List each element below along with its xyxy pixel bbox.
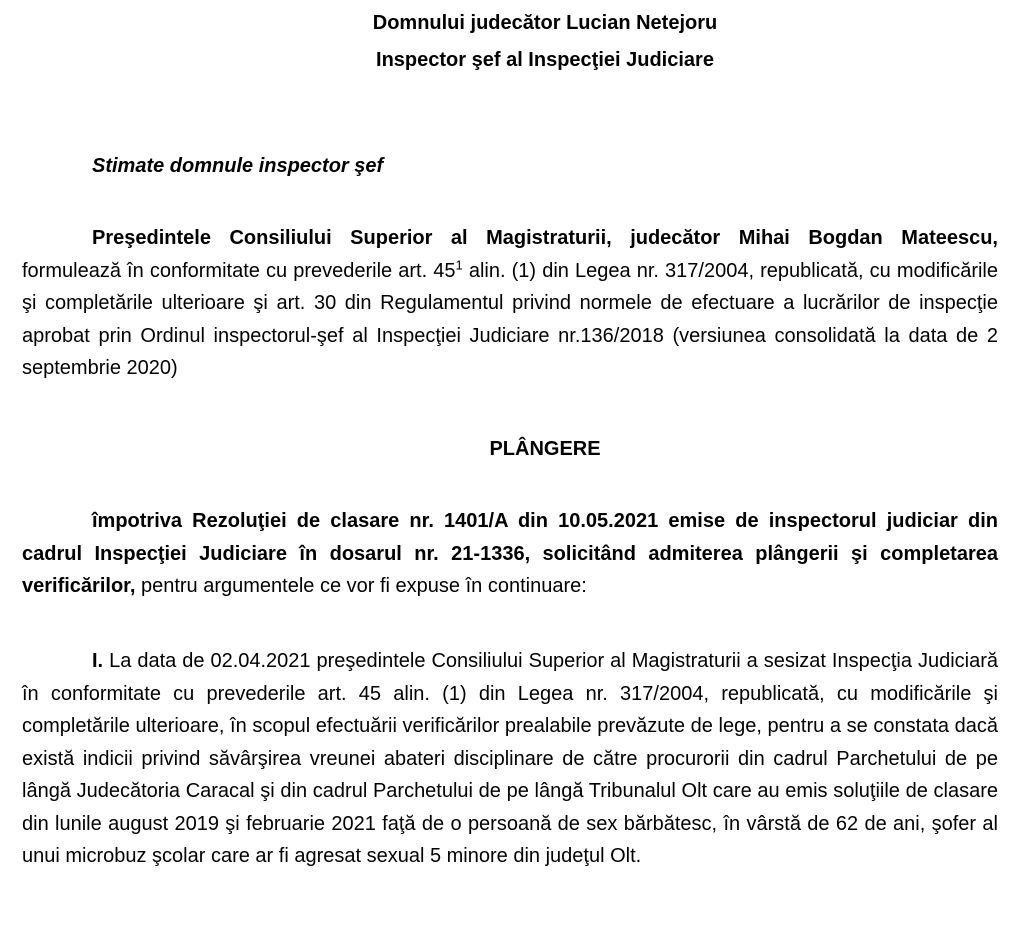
- intro-paragraph: [22, 222, 998, 385]
- document-heading: PLÂNGERE: [489, 438, 601, 460]
- addressee-title: Inspector şef al Inspecţiei Judiciare: [376, 49, 714, 71]
- section-1-text: La data de 02.04.2021 preşedintele Consiliului Superior al Magistraturii a sesizat Inspecţia Judiciară în conformitate cu prevederile art. 45 alin. (1) din Legea nr. 317/2004, republicată, cu modificările şi completările ulterioare, în scopul efectuării verificărilor prealabile prevăzute de lege, pentru a se constata dacă există indicii privind săvârşirea vreunei abateri disciplinare de către procurorii din cadrul Parchetului de pe lângă Judecătoria Caracal şi din cadrul Parchetului de pe lângă Tribunalul Olt care au emis soluţiile de clasare din lunile august 2019 şi februarie 2021 faţă de o persoană de sex bărbătesc, în vârstă de 62 de ani, şofer al unui microbuz şcolar care ar fi agresat sexual 5 minore din judeţul Olt.: [22, 650, 998, 867]
- against-bold: împotriva Rezoluţiei de clasare nr. 1401/A din 10.05.2021 emise de inspectorul judiciar din cadrul Inspecţiei Judiciare în dosarul nr. 21-1336, solicitând admiterea plângerii şi completarea verificărilor,: [22, 510, 998, 597]
- intro-bold: Preşedintele Consiliului Superior al Magistraturii, judecător Mihai Bogdan Mateescu,: [92, 227, 998, 249]
- section-1-paragraph: [22, 645, 998, 873]
- section-1-marker: I.: [92, 650, 104, 672]
- intro-text-a: formulează în conformitate cu prevederile art. 45: [22, 259, 456, 282]
- against-text: pentru argumentele ce vor fi expuse în continuare:: [135, 575, 587, 597]
- salutation: Stimate domnule inspector şef: [92, 155, 384, 177]
- against-paragraph: [22, 505, 998, 603]
- addressee-name: Domnului judecător Lucian Netejoru: [372, 12, 718, 34]
- intro-superscript: 1: [455, 256, 463, 272]
- intro-text-b: alin. (1) din Legea nr. 317/2004, republicată, cu modificările şi completările ulterioare şi art. 30 din Regulamentul privind normele de efectuare a lucrărilor de inspecţie aprobat prin Ordinul inspectorul-şef al Inspecţiei Judiciare nr.136/2018 (versiunea consolidată la data de 2 septembrie 2020): [22, 259, 999, 379]
